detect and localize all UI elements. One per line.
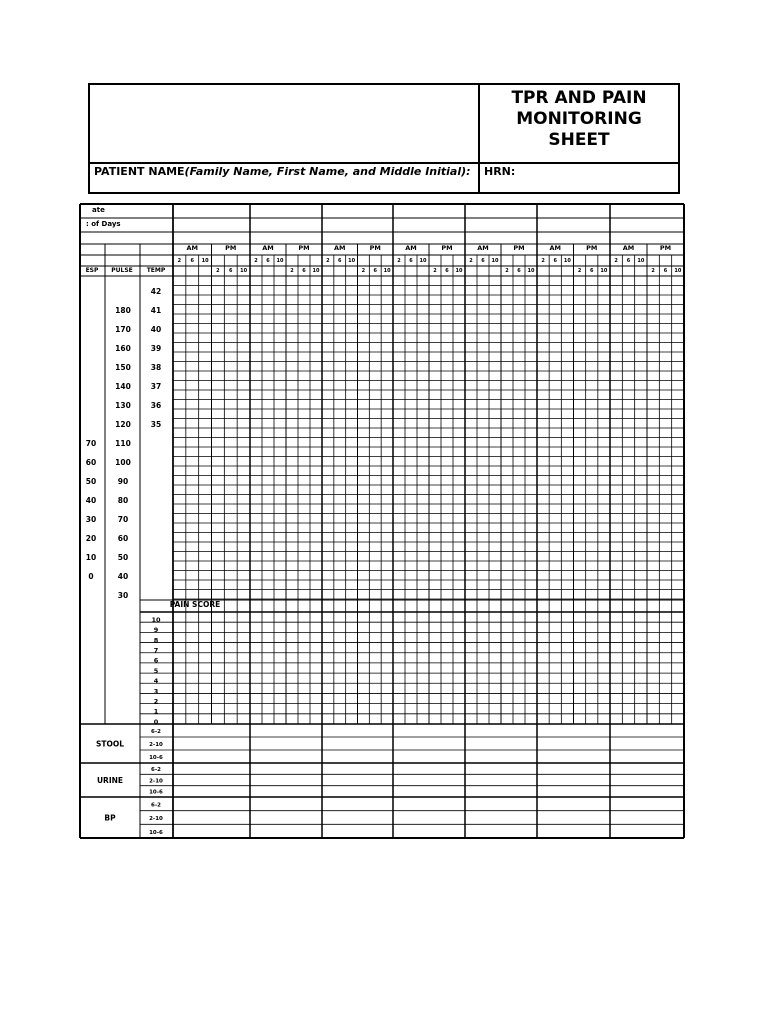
patient-name-label: PATIENT NAME bbox=[94, 165, 185, 178]
hour-label: 6 bbox=[553, 258, 557, 264]
hour-label: 2 bbox=[290, 268, 294, 274]
temp-header: TEMP bbox=[146, 267, 166, 274]
hour-label: 6 bbox=[663, 268, 668, 274]
days-row-label: : of Days bbox=[86, 220, 121, 228]
pain-tick: 0 bbox=[153, 717, 159, 726]
section-label: URINE bbox=[96, 776, 124, 785]
hour-label: 2 bbox=[541, 258, 545, 264]
hour-label: 2 bbox=[326, 258, 330, 264]
pain-tick: 7 bbox=[153, 646, 159, 655]
grid-lines bbox=[80, 204, 684, 838]
shift-label: 10-6 bbox=[149, 789, 163, 796]
temp-tick: 39 bbox=[150, 344, 162, 353]
hour-label: 6 bbox=[266, 258, 270, 264]
hour-label: 2 bbox=[469, 258, 473, 264]
pm-label: PM bbox=[441, 244, 453, 252]
pulse-tick: 50 bbox=[117, 553, 129, 562]
pm-label: PM bbox=[225, 244, 237, 252]
hour-label: 2 bbox=[397, 258, 401, 264]
pulse-tick: 180 bbox=[115, 306, 131, 315]
pulse-tick: 30 bbox=[117, 591, 129, 600]
pm-label: PM bbox=[659, 244, 672, 252]
section-label: STOOL bbox=[95, 739, 125, 749]
hour-label: 10 bbox=[201, 258, 209, 264]
resp-tick: 60 bbox=[85, 458, 97, 467]
shift-label: 10-6 bbox=[149, 755, 163, 762]
hour-label: 2 bbox=[577, 268, 582, 274]
resp-tick: 0 bbox=[88, 572, 94, 581]
pulse-header: PULSE bbox=[111, 267, 133, 274]
pulse-tick: 160 bbox=[115, 344, 131, 353]
hour-label: 2 bbox=[216, 268, 220, 274]
shift-label: 10-6 bbox=[149, 829, 163, 836]
hour-label: 10 bbox=[527, 268, 535, 274]
pulse-tick: 80 bbox=[117, 496, 129, 505]
temp-tick: 35 bbox=[150, 420, 162, 429]
hour-label: 10 bbox=[563, 258, 571, 264]
hour-label: 6 bbox=[517, 268, 521, 274]
hour-label: 6 bbox=[190, 258, 194, 264]
pulse-tick: 60 bbox=[117, 534, 129, 543]
shift-label: 6-2 bbox=[151, 766, 161, 773]
pain-tick: 9 bbox=[153, 626, 159, 635]
resp-tick: 70 bbox=[85, 439, 97, 448]
hour-label: 10 bbox=[240, 268, 248, 274]
hour-label: 10 bbox=[455, 268, 463, 274]
hour-label: 6 bbox=[338, 258, 342, 264]
temp-tick: 38 bbox=[150, 363, 162, 372]
pulse-tick: 170 bbox=[115, 325, 131, 334]
resp-tick: 50 bbox=[85, 477, 97, 486]
pm-label: PM bbox=[513, 244, 525, 252]
pulse-tick: 120 bbox=[115, 420, 131, 429]
hour-label: 6 bbox=[590, 268, 594, 274]
am-label: AM bbox=[334, 244, 346, 252]
pulse-tick: 150 bbox=[115, 363, 131, 372]
hour-label: 2 bbox=[361, 268, 366, 274]
resp-tick: 10 bbox=[85, 553, 97, 562]
pain-tick: 8 bbox=[153, 636, 159, 645]
pm-label: PM bbox=[586, 244, 598, 252]
grid-labels bbox=[86, 206, 682, 836]
temp-tick: 41 bbox=[150, 306, 162, 315]
am-label: AM bbox=[549, 244, 561, 252]
pulse-tick: 70 bbox=[117, 515, 129, 524]
hour-label: 6 bbox=[302, 268, 306, 274]
hour-label: 6 bbox=[626, 258, 631, 264]
hour-label: 2 bbox=[177, 258, 182, 264]
temp-tick: 40 bbox=[150, 325, 162, 334]
patient-name-hint: (Family Name, First Name, and Middle Initial): bbox=[184, 165, 471, 178]
pulse-tick: 110 bbox=[115, 439, 131, 448]
resp-tick: 30 bbox=[85, 515, 97, 524]
hour-label: 2 bbox=[505, 268, 509, 274]
pulse-tick: 140 bbox=[115, 382, 131, 391]
temp-tick: 42 bbox=[150, 287, 162, 296]
pulse-tick: 40 bbox=[117, 572, 129, 581]
shift-label: 6-2 bbox=[151, 729, 161, 736]
shift-label: 2-10 bbox=[149, 742, 163, 749]
temp-tick: 36 bbox=[150, 401, 162, 410]
pulse-tick: 100 bbox=[115, 458, 131, 467]
resp-header: ESP bbox=[85, 267, 99, 274]
pain-tick: 5 bbox=[153, 666, 159, 675]
am-label: AM bbox=[622, 244, 635, 252]
pain-tick: 3 bbox=[153, 687, 159, 696]
pulse-tick: 90 bbox=[117, 477, 129, 486]
am-label: AM bbox=[405, 244, 417, 252]
shift-label: 6-2 bbox=[151, 802, 161, 809]
hour-label: 2 bbox=[433, 268, 437, 274]
pain-tick: 4 bbox=[153, 677, 159, 686]
hour-label: 10 bbox=[383, 268, 391, 274]
pain-tick: 6 bbox=[153, 656, 159, 665]
hour-label: 6 bbox=[409, 258, 413, 264]
pain-tick: 1 bbox=[153, 707, 159, 716]
shift-label: 2-10 bbox=[149, 816, 163, 823]
pm-label: PM bbox=[298, 244, 310, 252]
pain-tick: 2 bbox=[153, 697, 159, 706]
sheet-title: TPR AND PAIN MONITORING SHEET bbox=[511, 88, 647, 150]
date-row-label: ate bbox=[92, 206, 105, 214]
hour-label: 10 bbox=[600, 268, 608, 274]
section-label: BP bbox=[104, 813, 116, 823]
hour-label: 2 bbox=[614, 258, 618, 264]
hour-label: 2 bbox=[651, 268, 655, 274]
shift-label: 2-10 bbox=[149, 778, 163, 785]
resp-tick: 20 bbox=[85, 534, 97, 543]
hour-label: 10 bbox=[674, 268, 682, 274]
pain-tick: 10 bbox=[151, 616, 161, 624]
hour-label: 10 bbox=[491, 258, 499, 264]
hour-label: 6 bbox=[229, 268, 233, 274]
pain-score-label: PAIN SCORE bbox=[169, 600, 221, 609]
pulse-tick: 130 bbox=[115, 401, 131, 410]
hour-label: 10 bbox=[312, 268, 320, 274]
hour-label: 10 bbox=[419, 258, 427, 264]
am-label: AM bbox=[262, 244, 274, 252]
pm-label: PM bbox=[369, 244, 381, 252]
resp-tick: 40 bbox=[85, 496, 97, 505]
hour-label: 10 bbox=[276, 258, 284, 264]
temp-tick: 37 bbox=[150, 382, 162, 391]
hour-label: 6 bbox=[445, 268, 449, 274]
am-label: AM bbox=[186, 244, 198, 252]
hour-label: 10 bbox=[348, 258, 356, 264]
hour-label: 6 bbox=[373, 268, 377, 274]
hour-label: 6 bbox=[481, 258, 485, 264]
hour-label: 2 bbox=[254, 258, 258, 264]
am-label: AM bbox=[477, 244, 489, 252]
hour-label: 10 bbox=[637, 258, 645, 264]
hrn-field[interactable]: HRN: bbox=[484, 165, 516, 178]
